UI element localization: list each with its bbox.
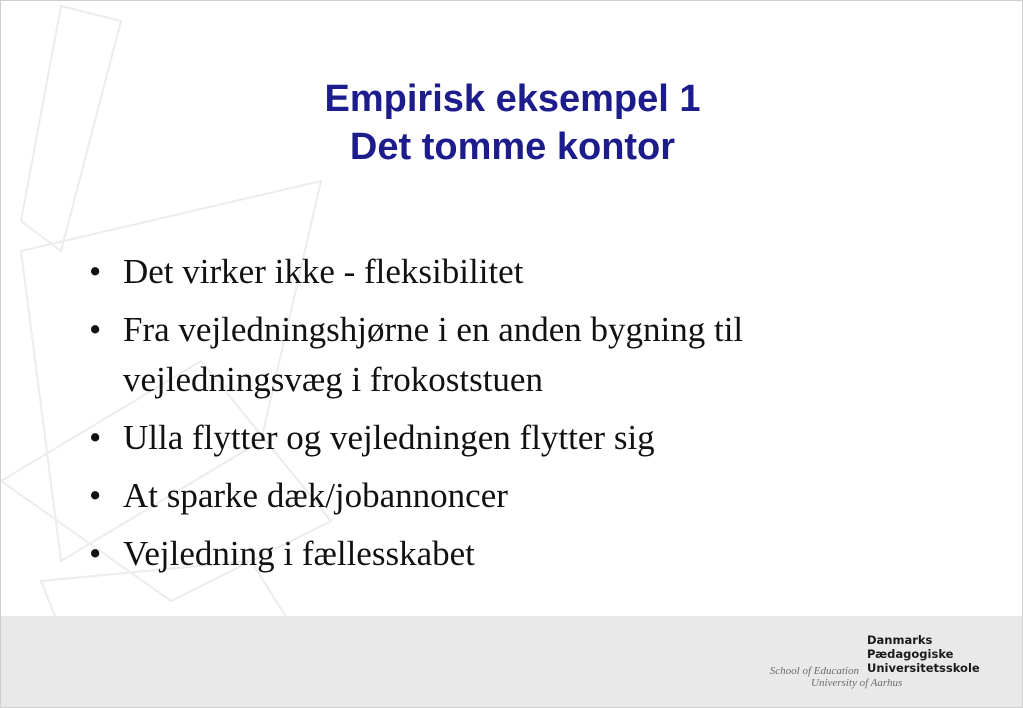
institution-name-line-3: Universitetsskole [867,661,980,675]
institution-name-line-1: Danmarks [867,633,933,647]
bullet-marker: • [89,252,102,291]
bullet-list [87,247,937,587]
bullet-text: Ulla flytter og vejledningen flytter sig [123,418,655,457]
bullet-text: At sparke dæk/jobannoncer [123,476,508,515]
slide-title [1,75,1023,171]
bullet-marker: • [89,310,102,349]
school-label: School of Education [769,665,859,677]
bullet-text: Det virker ikke - fleksibilitet [123,252,524,291]
university-label: University of Aarhus [811,677,903,689]
bullet-marker: • [89,476,102,515]
bullet-marker: • [89,418,102,457]
bullet-text: Vejledning i fællesskabet [123,534,475,573]
bullet-item [87,305,937,405]
bullet-item [87,413,937,463]
bullet-item [87,471,937,521]
title-line-2: Det tomme kontor [349,126,676,168]
title-line-1: Empirisk eksempel 1 [324,78,701,120]
bullet-item [87,529,937,579]
bullet-text: Fra vejledningshjørne i en anden bygning til vejledningsvæg i frokoststuen [123,310,744,399]
bullet-marker: • [89,534,102,573]
institution-name [867,633,980,675]
bullet-item [87,247,937,297]
university-logo [771,631,991,693]
institution-name-line-2: Pædagogiske [867,647,954,661]
